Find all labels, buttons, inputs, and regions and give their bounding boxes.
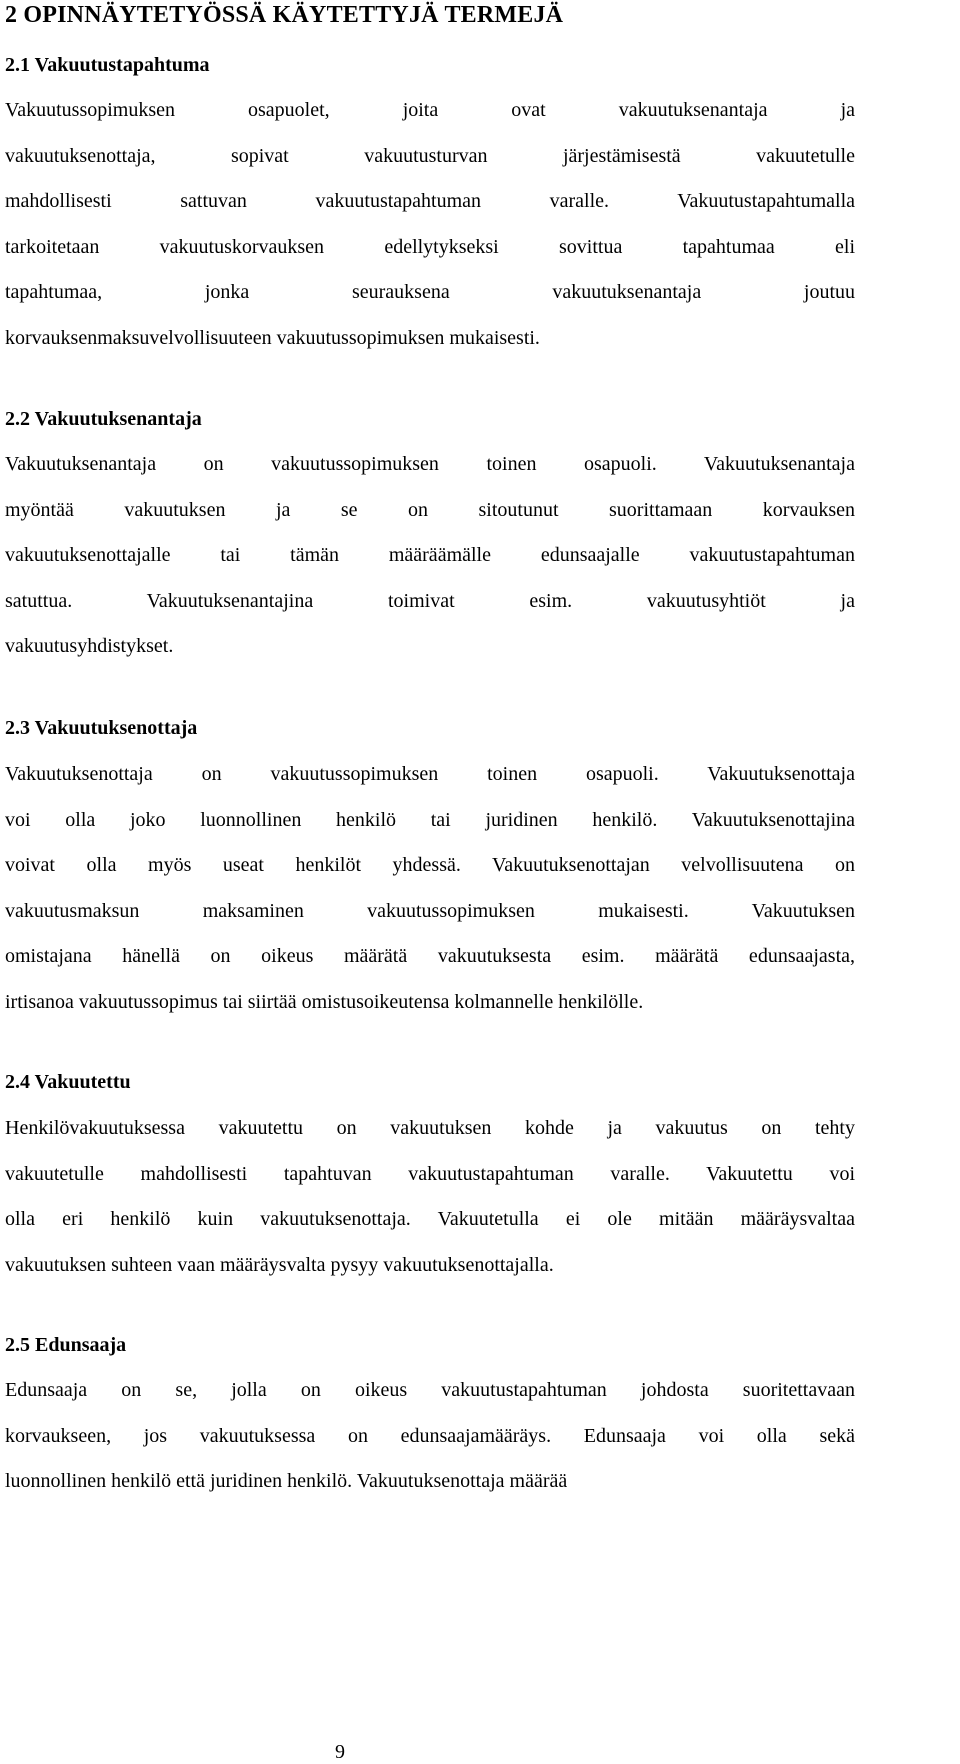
text-line: myöntää vakuutuksen ja se on sitoutunut suorittamaan korvauksen	[5, 498, 855, 521]
section-heading-2-3: 2.3 Vakuutuksenottaja	[5, 717, 198, 739]
text-line: mahdollisesti sattuvan vakuutustapahtuman varalle. Vakuutustapahtumalla	[5, 190, 855, 212]
text-line: korvauksenmaksuvelvollisuuteen vakuutussopimuksen mukaisesti.	[5, 326, 540, 349]
text-line: voi olla joko luonnollinen henkilö tai juridinen henkilö. Vakuutuksenottajina	[5, 808, 855, 831]
page-number: 9	[335, 1741, 345, 1763]
section-body-2-3	[5, 752, 855, 1025]
section-body-2-1	[5, 88, 855, 361]
chapter-title: 2 OPINNÄYTETYÖSSÄ KÄYTETTYJÄ TERMEJÄ	[5, 2, 564, 28]
section-heading-2-4: 2.4 Vakuutettu	[5, 1071, 131, 1093]
text-line: omistajana hänellä on oikeus määrätä vakuutuksesta esim. määrätä edunsaajasta,	[5, 945, 855, 967]
text-line: Edunsaaja on se, jolla on oikeus vakuutustapahtuman johdosta suoritettavaan	[5, 1379, 855, 1401]
section-body-2-5	[5, 1368, 855, 1505]
text-line: irtisanoa vakuutussopimus tai siirtää omistusoikeutensa kolmannelle henkilölle.	[5, 990, 644, 1013]
text-line: vakuutusmaksun maksaminen vakuutussopimuksen mukaisesti. Vakuutuksen	[5, 899, 855, 922]
section-heading-2-1: 2.1 Vakuutustapahtuma	[5, 54, 210, 76]
section-body-2-2	[5, 442, 855, 670]
text-line: vakuutusyhdistykset.	[5, 635, 174, 657]
text-line: satuttua. Vakuutuksenantajina toimivat esim. vakuutusyhtiöt ja	[5, 589, 855, 612]
text-line: luonnollinen henkilö että juridinen henkilö. Vakuutuksenottaja määrää	[5, 1470, 568, 1492]
text-line: Vakuutuksenottaja on vakuutussopimuksen toinen osapuoli. Vakuutuksenottaja	[5, 763, 855, 785]
text-line: Vakuutussopimuksen osapuolet, joita ovat vakuutuksenantaja ja	[5, 99, 855, 121]
section-heading-2-2: 2.2 Vakuutuksenantaja	[5, 408, 202, 430]
text-line: Henkilövakuutuksessa vakuutettu on vakuutuksen kohde ja vakuutus on tehty	[5, 1117, 855, 1139]
section-heading-2-5: 2.5 Edunsaaja	[5, 1334, 127, 1356]
text-line: vakuutetulle mahdollisesti tapahtuvan vakuutustapahtuman varalle. Vakuutettu voi	[5, 1162, 855, 1185]
text-line: voivat olla myös useat henkilöt yhdessä. Vakuutuksenottajan velvollisuutena on	[5, 854, 855, 876]
text-line: korvaukseen, jos vakuutuksessa on edunsaajamääräys. Edunsaaja voi olla sekä	[5, 1424, 855, 1447]
text-line: tapahtumaa, jonka seurauksena vakuutuksenantaja joutuu	[5, 281, 855, 303]
text-line: vakuutuksenottaja, sopivat vakuutusturvan järjestämisestä vakuutetulle	[5, 144, 855, 167]
section-body-2-4	[5, 1106, 855, 1288]
text-line: Vakuutuksenantaja on vakuutussopimuksen toinen osapuoli. Vakuutuksenantaja	[5, 453, 855, 475]
text-line: vakuutuksen suhteen vaan määräysvalta pysyy vakuutuksenottajalla.	[5, 1253, 554, 1276]
text-line: vakuutuksenottajalle tai tämän määräämälle edunsaajalle vakuutustapahtuman	[5, 544, 855, 566]
text-line: olla eri henkilö kuin vakuutuksenottaja. Vakuutetulla ei ole mitään määräysvaltaa	[5, 1208, 855, 1230]
text-line: tarkoitetaan vakuutuskorvauksen edellytykseksi sovittua tapahtumaa eli	[5, 235, 855, 258]
